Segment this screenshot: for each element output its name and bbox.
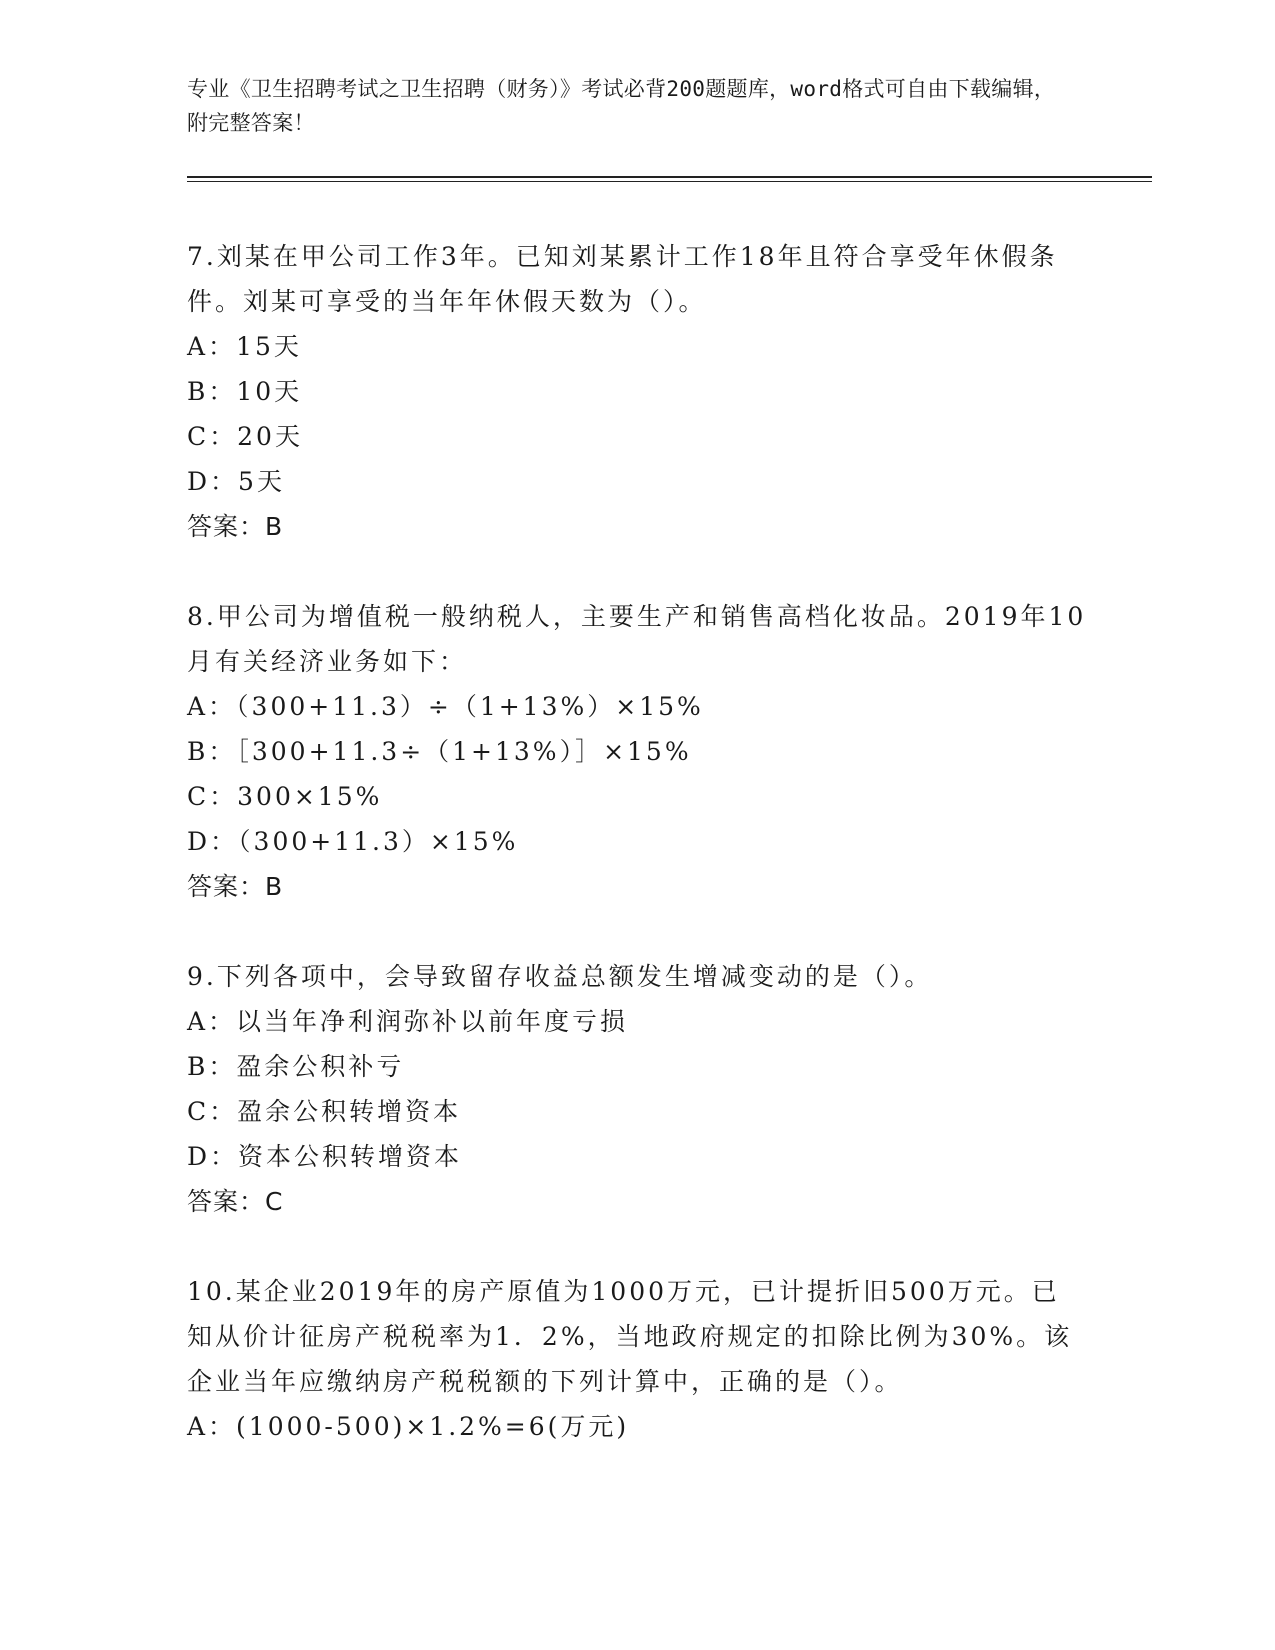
question-list	[187, 234, 1087, 1494]
option-d: D：5天	[187, 467, 285, 496]
option-c: C：盈余公积转增资本	[187, 1097, 462, 1126]
header-divider-thin	[187, 181, 1152, 182]
option-a: A：15天	[187, 332, 302, 361]
document-header-text: 专业《卫生招聘考试之卫生招聘（财务）》考试必背200题题库，word格式可自由下载编辑，附完整答案！	[187, 77, 1056, 135]
option-a: A：(1000-500)×1.2%=6(万元)	[187, 1412, 630, 1441]
answer-label: 答案：B	[187, 872, 284, 901]
option-d: D：资本公积转增资本	[187, 1142, 463, 1171]
option-a: A：（300+11.3）÷（1+13%）×15%	[187, 692, 704, 721]
header-divider-thick	[187, 176, 1152, 178]
answer-label: 答案：B	[187, 512, 284, 541]
question-item	[187, 954, 1087, 1224]
question-stem: 8.甲公司为增值税一般纳税人，主要生产和销售高档化妆品。2019年10月有关经济业务如下：	[187, 602, 1087, 676]
question-item	[187, 234, 1087, 549]
option-a: A：以当年净利润弥补以前年度亏损	[187, 1007, 629, 1036]
option-b: B：10天	[187, 377, 303, 406]
question-stem: 10.某企业2019年的房产原值为1000万元，已计提折旧500万元。已知从价计征房产税税率为1．2%，当地政府规定的扣除比例为30%。该企业当年应缴纳房产税税额的下列计算中，正确的是（）。	[187, 1277, 1073, 1396]
option-b: B：［300+11.3÷（1+13%）］×15%	[187, 737, 692, 766]
option-d: D：（300+11.3）×15%	[187, 827, 519, 856]
question-stem: 7.刘某在甲公司工作3年。已知刘某累计工作18年且符合享受年休假条件。刘某可享受的当年年休假天数为（）。	[187, 242, 1058, 316]
option-b: B：盈余公积补亏	[187, 1052, 405, 1081]
option-c: C：20天	[187, 422, 303, 451]
option-c: C：300×15%	[187, 782, 383, 811]
question-item	[187, 1269, 1087, 1449]
question-item	[187, 594, 1087, 909]
question-stem: 9.下列各项中，会导致留存收益总额发生增减变动的是（）。	[187, 962, 933, 991]
answer-label: 答案：C	[187, 1187, 284, 1216]
